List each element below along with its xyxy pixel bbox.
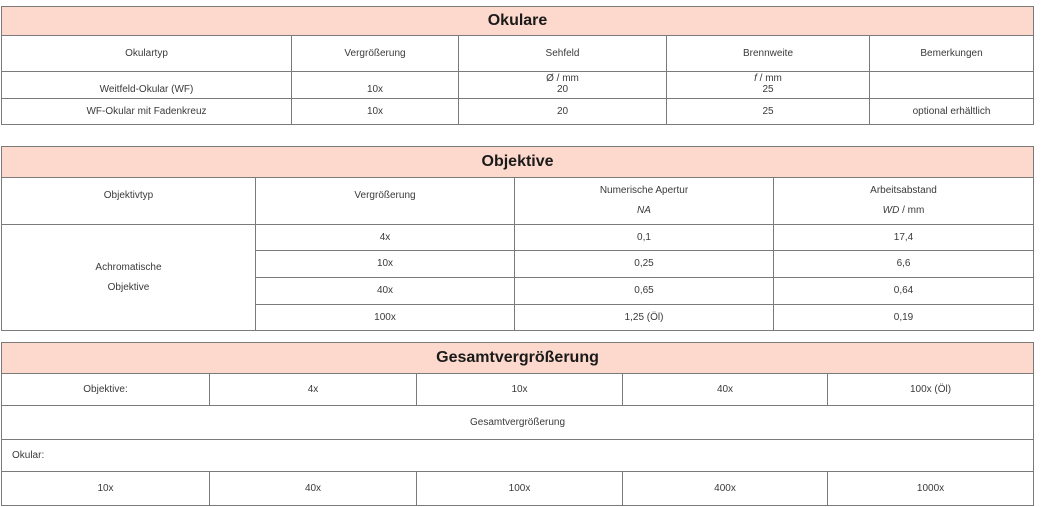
objektiv-value: 10x xyxy=(417,374,623,406)
gesamt-value: 10x xyxy=(2,472,210,506)
okular-magnification-cell xyxy=(292,72,459,99)
okular-sehfeld: 20 xyxy=(556,84,569,95)
okular-remark: optional erhältlich xyxy=(870,99,1034,125)
objektiv-magnification: 100x xyxy=(256,305,515,331)
gesamt-value: 40x xyxy=(210,472,417,506)
header-vergroesserung: Vergrößerung xyxy=(292,36,459,72)
objektiv-magnification: 10x xyxy=(256,251,515,278)
brennweite-unit: f / mm xyxy=(754,73,782,84)
okular-label: Okular: xyxy=(2,440,1034,472)
okular-brennweite: 25 xyxy=(762,84,774,95)
objektive-table xyxy=(1,146,1034,331)
objektiv-value: 40x xyxy=(623,374,828,406)
header-bemerkungen: Bemerkungen xyxy=(870,36,1034,72)
gesamt-value: 400x xyxy=(623,472,828,506)
okulare-table xyxy=(1,6,1034,125)
okular-magnification: 10x xyxy=(292,99,459,125)
objektiv-na: 0,65 xyxy=(515,278,774,305)
header-sehfeld: Sehfeld xyxy=(459,36,667,72)
wd-unit: WD / mm xyxy=(882,205,925,216)
header-brennweite: Brennweite xyxy=(667,36,870,72)
okular-type: WF-Okular mit Fadenkreuz xyxy=(2,99,292,125)
okular-remark xyxy=(870,72,1034,99)
sehfeld-unit: Ø / mm xyxy=(546,73,579,84)
header-okulartyp: Okulartyp xyxy=(2,36,292,72)
objektive-label: Objektive: xyxy=(2,374,210,406)
objektiv-na: 0,25 xyxy=(515,251,774,278)
objektiv-magnification: 4x xyxy=(256,225,515,251)
okular-sehfeld-cell xyxy=(459,72,667,99)
okular-sehfeld: 20 xyxy=(459,99,667,125)
objektiv-wd: 0,19 xyxy=(774,305,1034,331)
objektiv-wd: 17,4 xyxy=(774,225,1034,251)
okular-type: Weitfeld-Okular (WF) xyxy=(99,84,194,95)
objektiv-value: 100x (Öl) xyxy=(828,374,1034,406)
objektiv-value: 4x xyxy=(210,374,417,406)
objektiv-group-label: Achromatische Objektive xyxy=(2,225,256,331)
okular-type-cell xyxy=(2,72,292,99)
na-unit: NA xyxy=(637,205,651,216)
objektiv-na: 0,1 xyxy=(515,225,774,251)
objektiv-wd: 0,64 xyxy=(774,278,1034,305)
okular-magnification: 10x xyxy=(366,84,384,95)
objektiv-wd: 6,6 xyxy=(774,251,1034,278)
okular-brennweite: 25 xyxy=(667,99,870,125)
okulare-title: Okulare xyxy=(2,7,1034,36)
objektive-title: Objektive xyxy=(2,147,1034,178)
gesamt-table xyxy=(1,342,1034,506)
gesamt-value: 1000x xyxy=(828,472,1034,506)
objektiv-magnification: 40x xyxy=(256,278,515,305)
gesamt-mid-label: Gesamtvergrößerung xyxy=(2,406,1034,440)
header-numerische-apertur: Numerische Apertur NA xyxy=(515,178,774,225)
header-vergroesserung: Vergrößerung xyxy=(256,178,515,225)
objektiv-na: 1,25 (Öl) xyxy=(515,305,774,331)
header-objektivtyp: Objektivtyp xyxy=(2,178,256,225)
gesamt-title: Gesamtvergrößerung xyxy=(2,343,1034,374)
okular-brennweite-cell xyxy=(667,72,870,99)
header-arbeitsabstand: Arbeitsabstand WD / mm xyxy=(774,178,1034,225)
gesamt-value: 100x xyxy=(417,472,623,506)
